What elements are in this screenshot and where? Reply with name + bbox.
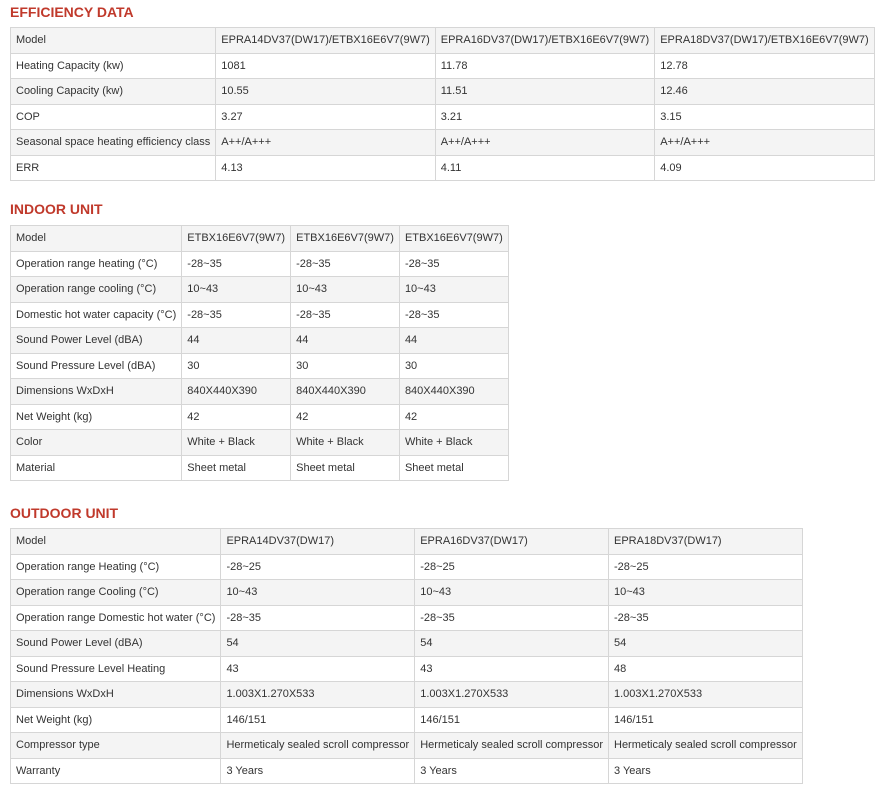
value-cell: 10~43 — [415, 580, 609, 606]
value-cell: 146/151 — [221, 707, 415, 733]
row-label-cell: Operation range Domestic hot water (°C) — [11, 605, 221, 631]
row-label-cell: Sound Power Level (dBA) — [11, 631, 221, 657]
table-row — [11, 104, 875, 130]
value-cell: 10~43 — [182, 277, 291, 303]
table-row — [11, 53, 875, 79]
value-cell: 54 — [415, 631, 609, 657]
value-cell: EPRA18DV37(DW17) — [609, 529, 803, 555]
value-cell: A++/A+++ — [655, 130, 874, 156]
row-label-cell: Sound Pressure Level Heating — [11, 656, 221, 682]
value-cell: 3 Years — [609, 758, 803, 784]
row-label-cell: Color — [11, 430, 182, 456]
table-row — [11, 226, 509, 252]
outdoor-unit-table — [10, 528, 803, 784]
value-cell: EPRA14DV37(DW17)/ETBX16E6V7(9W7) — [216, 28, 435, 54]
value-cell: Hermeticaly sealed scroll compressor — [415, 733, 609, 759]
row-label-cell: Compressor type — [11, 733, 221, 759]
value-cell: 10~43 — [221, 580, 415, 606]
table-row — [11, 251, 509, 277]
value-cell: Hermeticaly sealed scroll compressor — [221, 733, 415, 759]
value-cell: White + Black — [399, 430, 508, 456]
value-cell: 48 — [609, 656, 803, 682]
value-cell: 1081 — [216, 53, 435, 79]
table-row — [11, 130, 875, 156]
row-label-cell: Operation range Cooling (°C) — [11, 580, 221, 606]
value-cell: 10~43 — [291, 277, 400, 303]
row-label-cell: Dimensions WxDxH — [11, 682, 221, 708]
value-cell: 12.46 — [655, 79, 874, 105]
value-cell: -28~35 — [291, 251, 400, 277]
value-cell: -28~35 — [415, 605, 609, 631]
value-cell: 4.13 — [216, 155, 435, 181]
row-label-cell: Operation range heating (°C) — [11, 251, 182, 277]
value-cell: EPRA18DV37(DW17)/ETBX16E6V7(9W7) — [655, 28, 874, 54]
value-cell: 10~43 — [609, 580, 803, 606]
table-row — [11, 529, 803, 555]
table-row — [11, 79, 875, 105]
value-cell: Sheet metal — [182, 455, 291, 481]
row-label-cell: Dimensions WxDxH — [11, 379, 182, 405]
value-cell: 10.55 — [216, 79, 435, 105]
row-label-cell: Seasonal space heating efficiency class — [11, 130, 216, 156]
row-label-cell: Sound Power Level (dBA) — [11, 328, 182, 354]
value-cell: 43 — [221, 656, 415, 682]
table-row — [11, 656, 803, 682]
efficiency-data-table — [10, 27, 875, 181]
value-cell: 42 — [182, 404, 291, 430]
row-label-cell: Net Weight (kg) — [11, 707, 221, 733]
value-cell: 1.003X1.270X533 — [221, 682, 415, 708]
value-cell: ETBX16E6V7(9W7) — [291, 226, 400, 252]
value-cell: 3.27 — [216, 104, 435, 130]
table-row — [11, 455, 509, 481]
value-cell: EPRA16DV37(DW17)/ETBX16E6V7(9W7) — [435, 28, 654, 54]
table-row — [11, 404, 509, 430]
row-label-cell: Operation range cooling (°C) — [11, 277, 182, 303]
table-row — [11, 28, 875, 54]
efficiency-data-title: EFFICIENCY DATA — [10, 4, 134, 20]
table-row — [11, 554, 803, 580]
value-cell: A++/A+++ — [435, 130, 654, 156]
value-cell: 4.11 — [435, 155, 654, 181]
table-row — [11, 605, 803, 631]
value-cell: 11.78 — [435, 53, 654, 79]
value-cell: 146/151 — [415, 707, 609, 733]
value-cell: 30 — [291, 353, 400, 379]
table-row — [11, 631, 803, 657]
table-row — [11, 682, 803, 708]
row-label-cell: Operation range Heating (°C) — [11, 554, 221, 580]
value-cell: ETBX16E6V7(9W7) — [399, 226, 508, 252]
value-cell: 12.78 — [655, 53, 874, 79]
value-cell: 840X440X390 — [399, 379, 508, 405]
value-cell: Sheet metal — [291, 455, 400, 481]
value-cell: 54 — [221, 631, 415, 657]
table-row — [11, 302, 509, 328]
value-cell: 11.51 — [435, 79, 654, 105]
table-row — [11, 758, 803, 784]
row-label-cell: Net Weight (kg) — [11, 404, 182, 430]
row-label-cell: Model — [11, 28, 216, 54]
value-cell: A++/A+++ — [216, 130, 435, 156]
value-cell: 4.09 — [655, 155, 874, 181]
value-cell: 30 — [399, 353, 508, 379]
table-row — [11, 328, 509, 354]
table-row — [11, 353, 509, 379]
table-row — [11, 733, 803, 759]
table-row — [11, 155, 875, 181]
value-cell: White + Black — [182, 430, 291, 456]
value-cell: -28~25 — [415, 554, 609, 580]
row-label-cell: Cooling Capacity (kw) — [11, 79, 216, 105]
value-cell: 44 — [399, 328, 508, 354]
row-label-cell: Sound Pressure Level (dBA) — [11, 353, 182, 379]
row-label-cell: Model — [11, 529, 221, 555]
value-cell: -28~35 — [182, 302, 291, 328]
value-cell: 54 — [609, 631, 803, 657]
value-cell: ETBX16E6V7(9W7) — [182, 226, 291, 252]
value-cell: 3.15 — [655, 104, 874, 130]
value-cell: EPRA16DV37(DW17) — [415, 529, 609, 555]
value-cell: 43 — [415, 656, 609, 682]
row-label-cell: COP — [11, 104, 216, 130]
value-cell: 3 Years — [415, 758, 609, 784]
row-label-cell: Domestic hot water capacity (°C) — [11, 302, 182, 328]
indoor-unit-title: INDOOR UNIT — [10, 201, 103, 217]
value-cell: -28~35 — [291, 302, 400, 328]
value-cell: 1.003X1.270X533 — [415, 682, 609, 708]
value-cell: -28~35 — [182, 251, 291, 277]
value-cell: EPRA14DV37(DW17) — [221, 529, 415, 555]
table-row — [11, 430, 509, 456]
row-label-cell: ERR — [11, 155, 216, 181]
value-cell: 44 — [291, 328, 400, 354]
table-row — [11, 379, 509, 405]
row-label-cell: Material — [11, 455, 182, 481]
value-cell: -28~25 — [221, 554, 415, 580]
value-cell: 3.21 — [435, 104, 654, 130]
value-cell: Sheet metal — [399, 455, 508, 481]
value-cell: 42 — [291, 404, 400, 430]
value-cell: -28~35 — [399, 251, 508, 277]
value-cell: 3 Years — [221, 758, 415, 784]
row-label-cell: Heating Capacity (kw) — [11, 53, 216, 79]
value-cell: 44 — [182, 328, 291, 354]
row-label-cell: Warranty — [11, 758, 221, 784]
table-row — [11, 277, 509, 303]
value-cell: White + Black — [291, 430, 400, 456]
value-cell: 146/151 — [609, 707, 803, 733]
value-cell: 840X440X390 — [291, 379, 400, 405]
value-cell: Hermeticaly sealed scroll compressor — [609, 733, 803, 759]
table-row — [11, 707, 803, 733]
value-cell: 840X440X390 — [182, 379, 291, 405]
value-cell: 10~43 — [399, 277, 508, 303]
value-cell: -28~35 — [221, 605, 415, 631]
value-cell: 42 — [399, 404, 508, 430]
outdoor-unit-title: OUTDOOR UNIT — [10, 505, 119, 521]
value-cell: 1.003X1.270X533 — [609, 682, 803, 708]
value-cell: -28~25 — [609, 554, 803, 580]
table-row — [11, 580, 803, 606]
value-cell: -28~35 — [609, 605, 803, 631]
value-cell: 30 — [182, 353, 291, 379]
row-label-cell: Model — [11, 226, 182, 252]
indoor-unit-table — [10, 225, 509, 481]
value-cell: -28~35 — [399, 302, 508, 328]
